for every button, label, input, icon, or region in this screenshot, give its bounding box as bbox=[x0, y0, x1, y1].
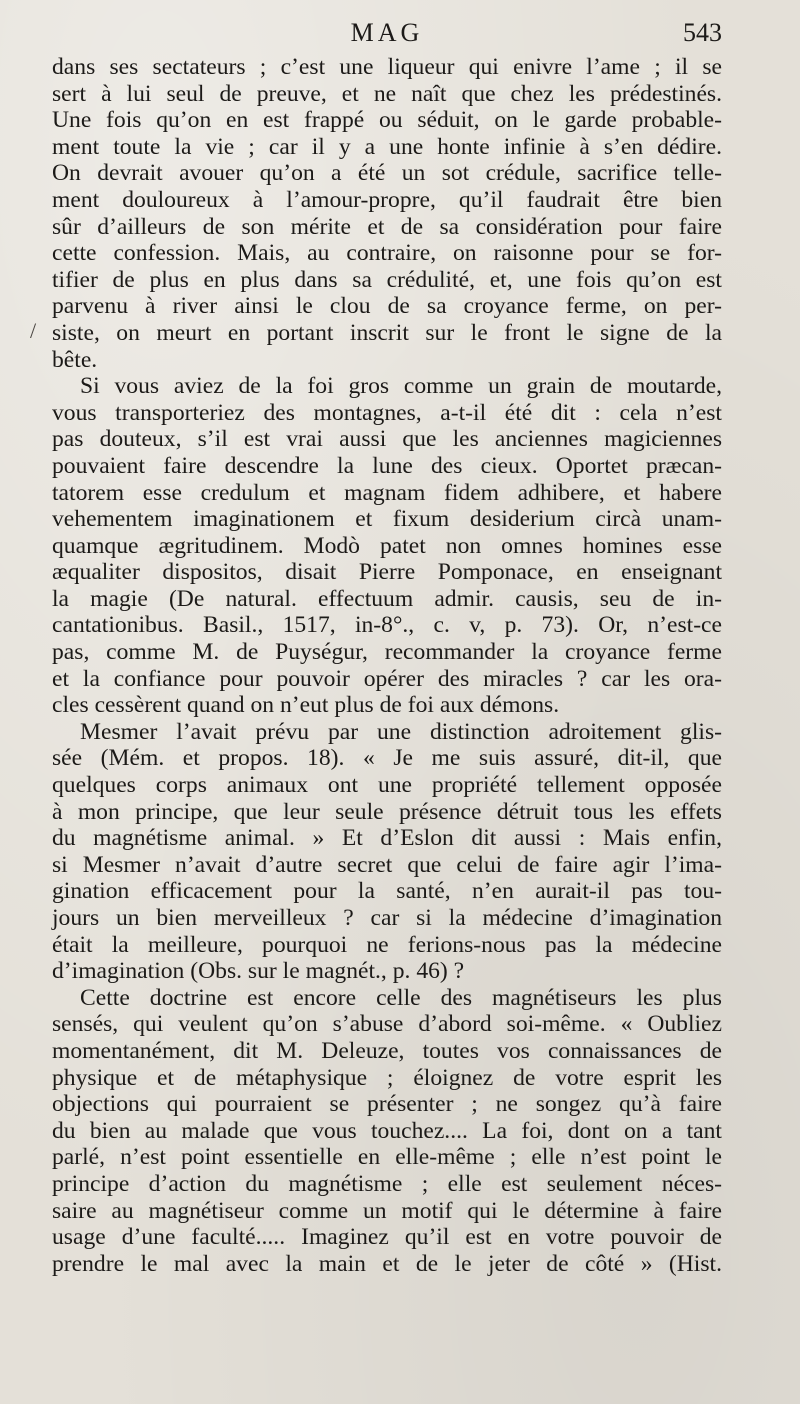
text-line: Cette doctrine est encore celle des magnétiseurs les plus bbox=[80, 984, 722, 1011]
text-line: pouvaient faire descendre la lune des cieux. Oportet præcan- bbox=[52, 452, 722, 479]
text-line: tifier de plus en plus dans sa crédulité, et, une fois qu’on est bbox=[52, 266, 722, 293]
text-line: Une fois qu’on en est frappé ou séduit, on le garde probable- bbox=[52, 107, 722, 134]
text-line: sûr d’ailleurs de son mérite et de sa considération pour faire bbox=[52, 213, 722, 240]
margin-mark: / bbox=[30, 318, 37, 343]
text-line: physique et de métaphysique ; éloignez de votre esprit les bbox=[52, 1064, 722, 1091]
paragraph-4 bbox=[52, 985, 722, 1278]
text-line: cles cessèrent quand on n’eut plus de foi aux démons. bbox=[52, 692, 560, 719]
text-line: pas douteux, s’il est vrai aussi que les anciennes magiciennes bbox=[52, 426, 722, 453]
text-line: momentanément, dit M. Deleuze, toutes vos connaissances de bbox=[52, 1037, 722, 1064]
text-line: cantationibus. Basil., 1517, in-8°., c. v, p. 73). Or, n’est-ce bbox=[52, 612, 722, 639]
body-text bbox=[52, 54, 722, 1277]
text-line: dans ses sectateurs ; c’est une liqueur qui enivre l’ame ; il se bbox=[52, 54, 722, 80]
text-line: saire au magnétiseur comme un motif qui le détermine à faire bbox=[52, 1197, 722, 1224]
text-line: sert à lui seul de preuve, et ne naît que chez les prédestinés. bbox=[52, 80, 722, 107]
text-line: vehementem imaginationem et fixum desiderium circà unam- bbox=[52, 506, 722, 533]
text-line: bête. bbox=[52, 346, 98, 373]
page-header bbox=[52, 18, 722, 52]
text-line: Si vous aviez de la foi gros comme un grain de moutarde, bbox=[80, 373, 722, 400]
text-line: si Mesmer n’avait d’autre secret que celui de faire agir l’ima- bbox=[52, 851, 722, 878]
paragraph-3 bbox=[52, 719, 722, 985]
blank-page-area bbox=[0, 1240, 800, 1404]
page-number: 543 bbox=[683, 18, 722, 47]
text-line: Mesmer l’avait prévu par une distinction adroitement glis- bbox=[80, 718, 722, 745]
text-line: quelques corps animaux ont une propriété tellement opposée bbox=[52, 772, 722, 799]
text-line: tatorem esse credulum et magnam fidem adhibere, et habere bbox=[52, 479, 722, 506]
text-line: du magnétisme animal. » Et d’Eslon dit aussi : Mais enfin, bbox=[52, 825, 722, 852]
text-line: gination efficacement pour la santé, n’en aurait-il pas tou- bbox=[52, 878, 722, 905]
text-line: principe d’action du magnétisme ; elle est seulement néces- bbox=[52, 1170, 722, 1197]
text-line: æqualiter dispositos, disait Pierre Pomponace, en enseignant bbox=[52, 559, 722, 586]
text-line: sée (Mém. et propos. 18). « Je me suis assuré, dit-il, que bbox=[52, 745, 722, 772]
text-line: pas, comme M. de Puységur, recommander la croyance ferme bbox=[52, 639, 722, 666]
text-line: était la meilleure, pourquoi ne ferions-nous pas la médecine bbox=[52, 931, 722, 958]
text-line: et la confiance pour pouvoir opérer des miracles ? car les ora- bbox=[52, 665, 722, 692]
paragraph-2 bbox=[52, 373, 722, 719]
text-line: cette confession. Mais, au contraire, on raisonne pour se for- bbox=[52, 240, 722, 267]
text-line: prendre le mal avec la main et de le jeter de côté » (Hist. bbox=[52, 1250, 722, 1277]
paragraph-1 bbox=[52, 54, 722, 373]
text-line: quamque ægritudinem. Modò patet non omnes homines esse bbox=[52, 532, 722, 559]
text-line: vous transporteriez des montagnes, a-t-il été dit : cela n’est bbox=[52, 399, 722, 426]
text-line: d’imagination (Obs. sur le magnét., p. 46) ? bbox=[52, 958, 465, 985]
text-line: parlé, n’est point essentielle en elle-même ; elle n’est point le bbox=[52, 1144, 722, 1171]
text-line: objections qui pourraient se présenter ; ne songez qu’à faire bbox=[52, 1091, 722, 1118]
text-line: sensés, qui veulent qu’on s’abuse d’abord soi-même. « Oubliez bbox=[52, 1011, 722, 1038]
text-line: du bien au malade que vous touchez.... La foi, dont on a tant bbox=[52, 1117, 722, 1144]
text-line: à mon principe, que leur seule présence détruit tous les effets bbox=[52, 798, 722, 825]
text-line: parvenu à river ainsi le clou de sa croyance ferme, on per- bbox=[52, 293, 722, 320]
text-line: ment toute la vie ; car il y a une honte infinie à s’en dédire. bbox=[52, 133, 722, 160]
text-line: usage d’une faculté..... Imaginez qu’il est en votre pouvoir de bbox=[52, 1224, 722, 1251]
text-line: siste, on meurt en portant inscrit sur le front le signe de la bbox=[52, 319, 722, 346]
text-line: On devrait avouer qu’on a été un sot crédule, sacrifice telle- bbox=[52, 160, 722, 187]
text-line: ment douloureux à l’amour-propre, qu’il faudrait être bien bbox=[52, 186, 722, 213]
text-line: jours un bien merveilleux ? car si la médecine d’imagination bbox=[52, 905, 722, 931]
text-line: la magie (De natural. effectuum admir. causis, seu de in- bbox=[52, 585, 722, 612]
running-head: MAG bbox=[350, 18, 424, 47]
